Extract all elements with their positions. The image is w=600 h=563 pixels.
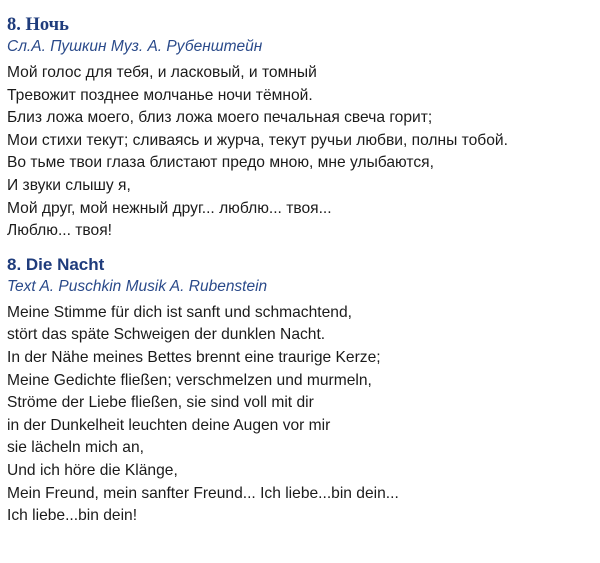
section-german: [7, 254, 595, 528]
lyric-line: Мой голос для тебя, и ласковый, и томный: [7, 64, 317, 81]
lyric-line: Mein Freund, mein sanfter Freund... Ich liebe...bin dein...: [7, 484, 399, 502]
lyric-line: In der Nähe meines Bettes brennt eine traurige Kerze;: [7, 348, 381, 366]
lyric-line: in der Dunkelheit leuchten deine Augen vor mir: [7, 416, 331, 434]
lyric-line: sie lächeln mich an,: [7, 439, 144, 457]
lyric-line: Ströme der Liebe fließen, sie sind voll mit dir: [7, 394, 314, 412]
lyric-line: Мой друг, мой нежный друг... люблю... твоя...: [7, 199, 332, 217]
lyric-line: Тревожит позднее молчанье ночи тёмной.: [7, 86, 313, 104]
song-text-page: [7, 14, 595, 528]
lyrics-german: [7, 302, 595, 528]
lyric-line: Люблю... твоя!: [7, 222, 112, 240]
section-spacer: [7, 243, 595, 254]
section-title-german: 8. Die Nacht: [7, 254, 105, 274]
section-russian: [7, 14, 595, 243]
lyric-line: Во тьме твои глаза блистают предо мною, мне улыбаются,: [7, 154, 434, 172]
lyric-line: Близ ложа моего, близ ложа моего печальная свеча горит;: [7, 109, 433, 127]
section-credits-german: Text A. Puschkin Musik A. Rubenstein: [7, 277, 268, 295]
lyric-line: И звуки слышу я,: [7, 176, 131, 194]
lyric-line: Und ich höre die Klänge,: [7, 461, 178, 479]
section-credits-russian: Сл.А. Пушкин Муз. А. Рубенштейн: [7, 38, 263, 55]
lyric-line: Meine Gedichte fließen; verschmelzen und murmeln,: [7, 371, 372, 389]
section-title-russian: 8. Ночь: [7, 15, 69, 35]
lyric-line: Meine Stimme für dich ist sanft und schmachtend,: [7, 303, 352, 321]
lyric-line: stört das späte Schweigen der dunklen Nacht.: [7, 326, 326, 344]
lyrics-russian: [7, 62, 595, 243]
lyric-line: Ich liebe...bin dein!: [7, 507, 138, 525]
lyric-line: Мои стихи текут; сливаясь и журча, текут ручьи любви, полны тобой.: [7, 131, 508, 149]
